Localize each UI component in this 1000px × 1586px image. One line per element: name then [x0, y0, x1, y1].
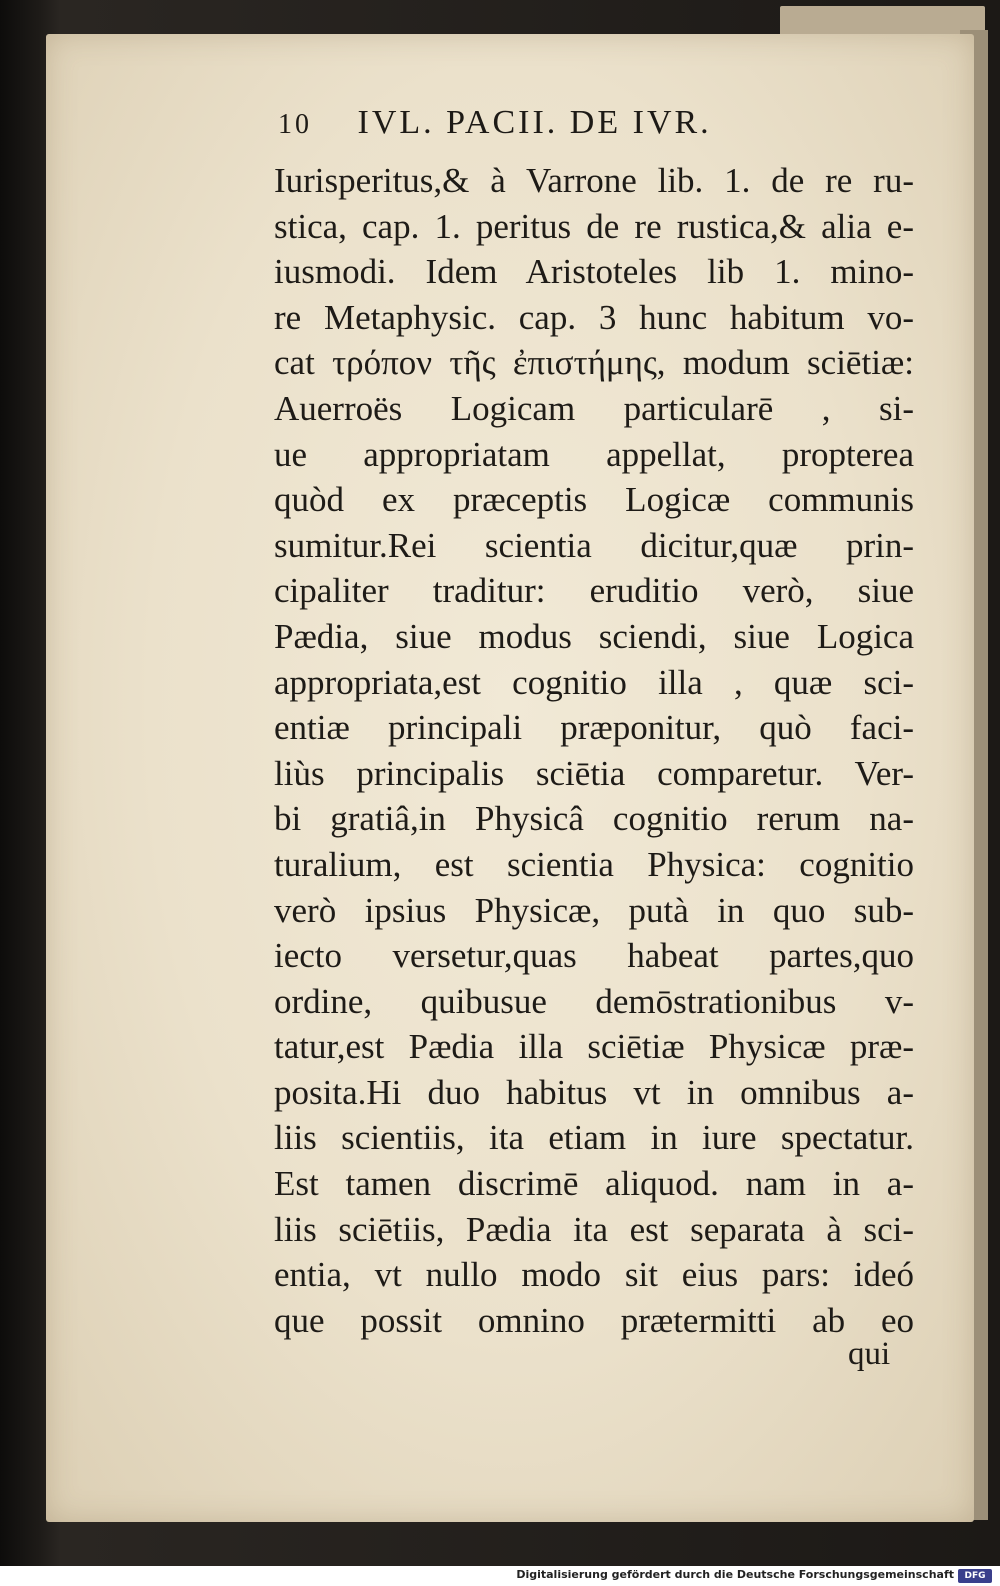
catchword: qui — [848, 1336, 891, 1372]
text-line: tatur,est Pædia illa sciētiæ Physicæ præ- — [274, 1027, 914, 1067]
text-line: ue appropriatam appellat, propterea — [274, 434, 914, 474]
text-line: Auerroës Logicam particularē , si- — [274, 388, 914, 428]
text-line: stica, cap. 1. peritus de re rustica,& alia e- — [274, 206, 914, 246]
page-header — [278, 104, 838, 142]
text-line: ordine, quibusue demōstrationibus v- — [274, 981, 914, 1021]
text-line: bi gratiâ,in Physicâ cognitio rerum na- — [274, 799, 914, 839]
text-line: Pædia, siue modus sciendi, siue Logica — [274, 616, 914, 656]
text-line: entiæ principali præponitur, quò faci- — [274, 708, 914, 748]
text-line: liis sciētiis, Pædia ita est separata à sci- — [274, 1209, 914, 1249]
text-line: liùs principalis sciētia comparetur. Ver- — [274, 753, 914, 793]
text-line: turalium, est scientia Physica: cognitio — [274, 844, 914, 884]
text-line: sumitur.Rei scientia dicitur,quæ prin- — [274, 525, 914, 565]
text-line: re Metaphysic. cap. 3 hunc habitum vo- — [274, 297, 914, 337]
text-line: Est tamen discrimē aliquod. nam in a- — [274, 1164, 914, 1204]
page-number: 10 — [278, 109, 312, 140]
text-line: liis scientiis, ita etiam in iure spectatur. — [274, 1118, 914, 1158]
text-line: posita.Hi duo habitus vt in omnibus a- — [274, 1072, 914, 1112]
dfg-logo: DFG — [958, 1569, 992, 1583]
text-line: cat τρόπον τῆς ἐπιστήμης, modum sciētiæ: — [274, 343, 914, 383]
text-line: cipaliter traditur: eruditio verò, siue — [274, 571, 914, 611]
text-line: que possit omnino prætermitti ab eo — [274, 1300, 914, 1340]
text-line: iusmodi. Idem Aristoteles lib 1. mino- — [274, 252, 914, 292]
text-line: iecto versetur,quas habeat partes,quo — [274, 936, 914, 976]
text-body — [274, 158, 914, 1343]
text-line: appropriata,est cognitio illa , quæ sci- — [274, 662, 914, 702]
footer-credit: Digitalisierung gefördert durch die Deutsche Forschungsgemeinschaft — [516, 1568, 954, 1581]
text-line: entia, vt nullo modo sit eius pars: ideó — [274, 1255, 914, 1295]
text-line: verò ipsius Physicæ, putà in quo sub- — [274, 890, 914, 930]
text-line: quòd ex præceptis Logicæ communis — [274, 480, 914, 520]
running-head: IVL. PACII. DE IVR. — [357, 104, 712, 141]
footer-bar — [0, 1566, 1000, 1586]
text-line: Iurisperitus,& à Varrone lib. 1. de re ru- — [274, 161, 914, 200]
